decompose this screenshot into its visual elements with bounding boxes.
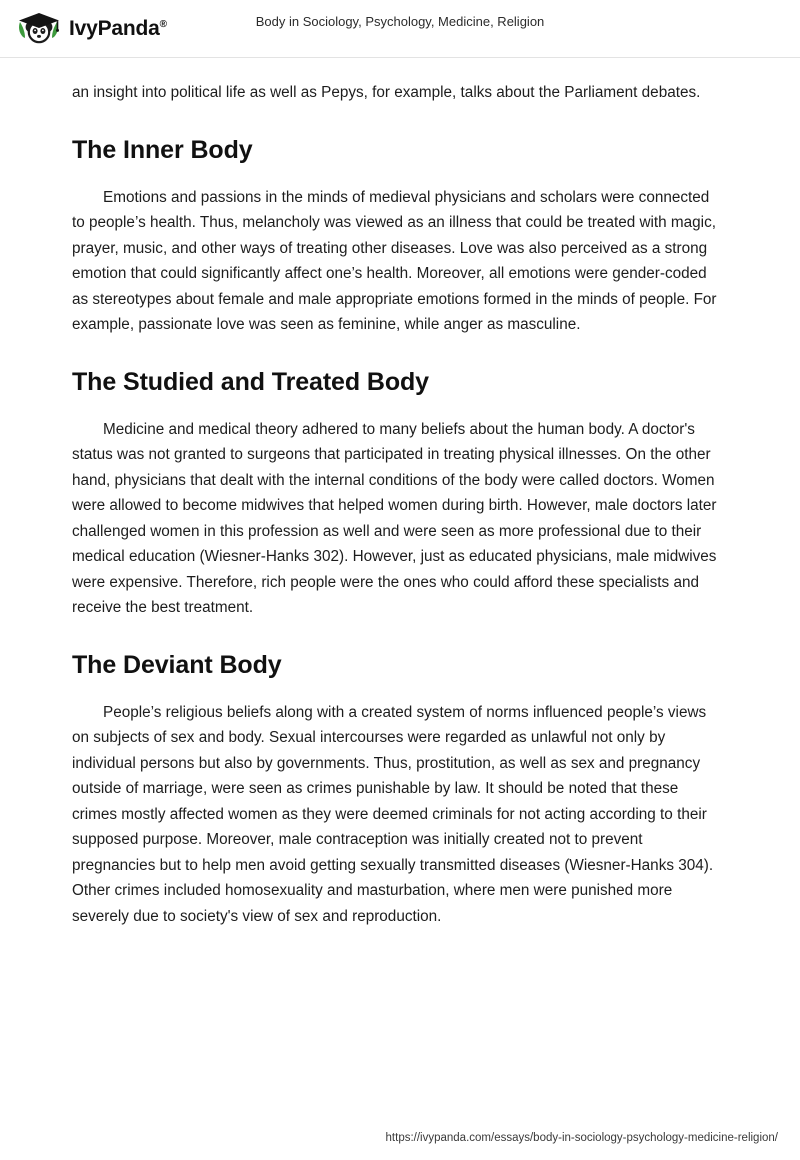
section-heading-inner-body: The Inner Body [72, 135, 253, 164]
brand-name: IvyPanda® [69, 17, 167, 40]
source-url-link[interactable]: https://ivypanda.com/essays/body-in-sociology-psychology-medicine-religion/ [385, 1132, 778, 1144]
section-paragraph-deviant-body: People’s religious beliefs along with a created system of norms influenced people’s views on subjects of sex and body. Sexual intercourses were regarded as unlawful not only by individual persons but also by governments. Thus, prostitution, as well as sex and pregnancy outside of marriage, were seen as crimes punishable by law. It should be noted that these crimes mostly affected women as they were deemed criminals for not acting according to their supposed purpose. Moreover, male contraception was initially created not to prevent pregnancies but to help men avoid getting sexually transmitted diseases (Wiesner-Hanks 304). Other crimes included homosexuality and masturbation, where men were punished more severely due to society's view of sex and reproduction. [72, 703, 714, 925]
page-header [0, 0, 800, 58]
section-paragraph-studied-treated-body: Medicine and medical theory adhered to many beliefs about the human body. A doctor's status was not granted to surgeons that participated in treating physical illnesses. On the other hand, physicians that dealt with the internal conditions of the body were called doctors. Women were allowed to become midwives that helped women during birth. However, male doctors later challenged women in this profession as well and were seen as more professional due to their medical education (Wiesner-Hanks 302). However, just as educated physicians, male midwives were expensive. Therefore, rich people were the ones who could afford these specialists and receive the best treatment. [72, 420, 717, 616]
page-title: Body in Sociology, Psychology, Medicine, Religion [255, 14, 545, 29]
page-footer [0, 1118, 800, 1160]
continued-paragraph: an insight into political life as well as Pepys, for example, talks about the Parliament debates. [72, 84, 701, 101]
section-paragraph-inner-body: Emotions and passions in the minds of medieval physicians and scholars were connected to people’s health. Thus, melancholy was viewed as an illness that could be treated with magic, prayer, music, and other ways of treating other diseases. Love was also perceived as a strong emotion that could significantly affect one’s health. Moreover, all emotions were gender-coded as stereotypes about female and male appropriate emotions formed in the minds of people. For example, passionate love was seen as feminine, while anger as masculine. [72, 188, 717, 333]
document-body [0, 58, 800, 929]
registered-trademark-symbol: ® [159, 19, 167, 30]
section-heading-deviant-body: The Deviant Body [72, 650, 282, 679]
section-heading-studied-treated-body: The Studied and Treated Body [72, 367, 429, 396]
